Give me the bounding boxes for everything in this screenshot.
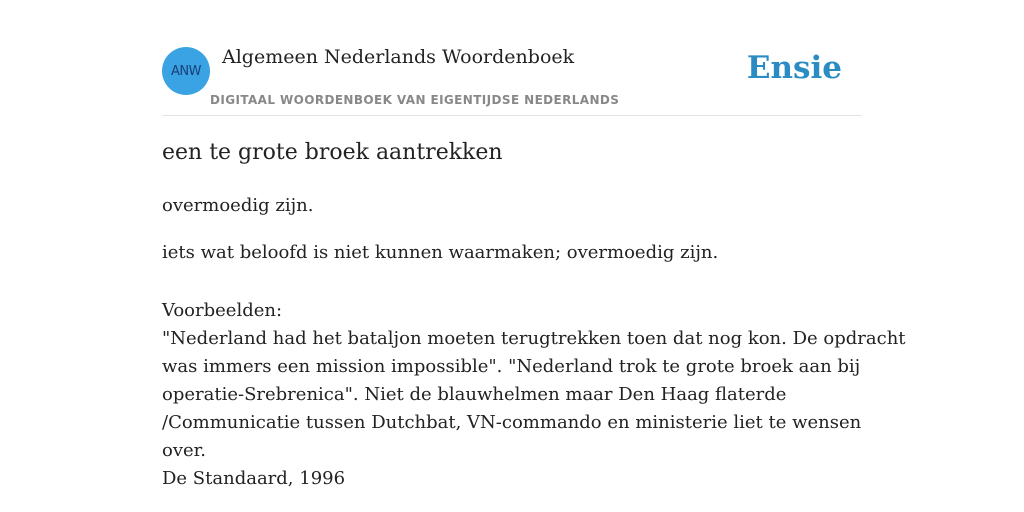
examples-label: Voorbeelden: bbox=[162, 300, 283, 321]
ensie-brand-link[interactable]: Ensie bbox=[746, 50, 842, 86]
examples-block bbox=[162, 297, 906, 493]
logo-text: ANW bbox=[171, 63, 201, 79]
anw-logo[interactable] bbox=[162, 47, 210, 95]
entry-headword: een te grote broek aantrekken bbox=[162, 140, 503, 165]
example-line: over. bbox=[162, 440, 207, 461]
header-divider bbox=[162, 115, 862, 116]
example-line: operatie-Srebrenica". Niet de blauwhelmen maar Den Haag flaterde bbox=[162, 384, 787, 405]
definition-short: overmoedig zijn. bbox=[162, 195, 314, 216]
example-line: was immers een mission impossible". "Nederland trok te grote broek aan bij bbox=[162, 356, 861, 377]
example-source: De Standaard, 1996 bbox=[162, 468, 346, 489]
definition-long: iets wat beloofd is niet kunnen waarmaken; overmoedig zijn. bbox=[162, 242, 719, 263]
example-line: "Nederland had het bataljon moeten terugtrekken toen dat nog kon. De opdracht bbox=[162, 328, 906, 349]
site-subtitle: DIGITAAL WOORDENBOEK VAN EIGENTIJDSE NEDERLANDS bbox=[210, 93, 620, 107]
site-title[interactable]: Algemeen Nederlands Woordenboek bbox=[222, 46, 575, 68]
example-line: /Communicatie tussen Dutchbat, VN-commando en ministerie liet te wensen bbox=[162, 412, 862, 433]
